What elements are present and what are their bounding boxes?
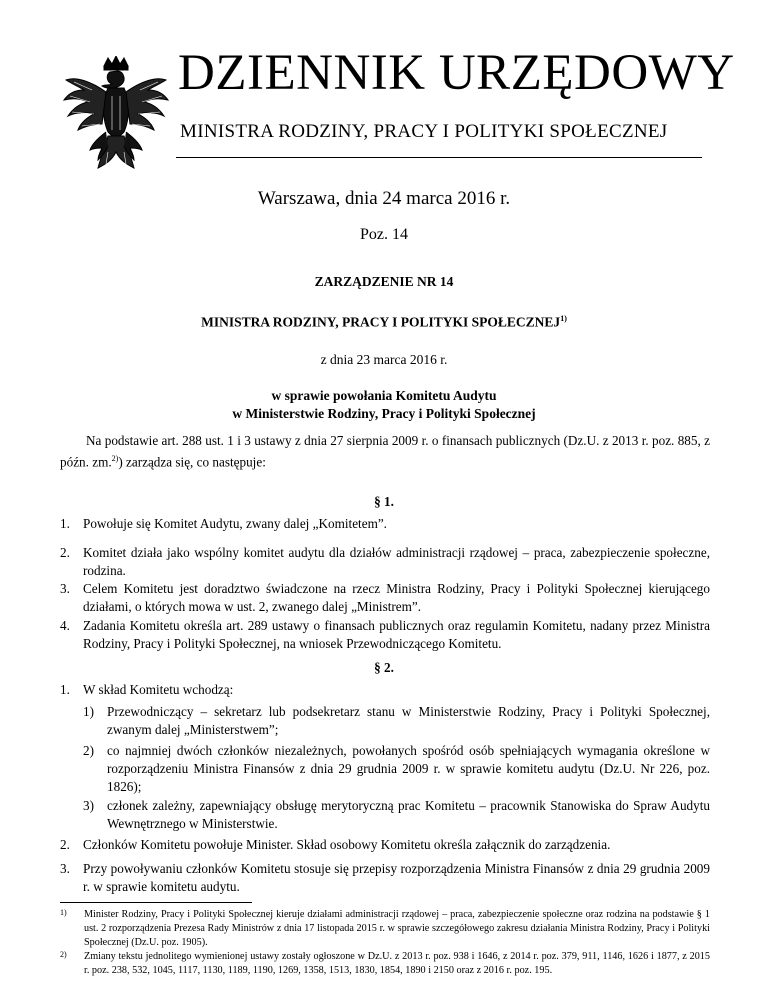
preamble-text-after: ) zarządza się, co następuje: <box>118 454 266 470</box>
item-text: Komitet działa jako wspólny komitet audytu dla działów administracji rządowej – praca, zabezpieczenie społeczne, rodzina. <box>83 545 710 578</box>
place-date: Warszawa, dnia 24 marca 2016 r. <box>257 188 511 209</box>
masthead-divider <box>176 157 702 158</box>
footnote-1 <box>60 908 710 950</box>
footnote-number: 2) <box>60 950 67 959</box>
item-number: 1. <box>60 682 70 697</box>
section-heading-2: § 2. <box>374 660 394 675</box>
section-2-subitem-3 <box>83 797 710 833</box>
section-2-item-3 <box>60 860 710 896</box>
item-text: Zadania Komitetu określa art. 289 ustawy o finansach publicznych oraz regulamin Komitetu, nadany przez Ministra Rodziny, Pracy i Polityki Społecznej, na wniosek Przewodniczącego Komitetu. <box>83 618 710 651</box>
section-1-item-1 <box>60 515 710 533</box>
preamble-text-before: Na podstawie art. 288 ust. 1 i 3 ustawy z dnia 27 sierpnia 2009 r. o finansach publicznych (Dz.U. z 2013 r. poz. 885, z późn. zm. <box>60 433 710 470</box>
section-2-item-1 <box>60 681 710 699</box>
subitem-text: co najmniej dwóch członków niezależnych, powołanych spośród osób spełniających wymagania określone w rozporządzeniu Ministra Finansów z dnia 29 grudnia 2009 r. w sprawie komitetu audytu (Dz.U. Nr 226, poz. 1826); <box>107 743 710 794</box>
footnote-text: Minister Rodziny, Pracy i Polityki Społecznej kieruje działami administracji rządowej – praca, zabezpieczenie społeczne oraz rodzina na podstawie § 1 ust. 2 rozporządzenia Prezesa Rady Ministrów z dnia 17 listopada 2015 r. w sprawie szczegółowego zakresu działania Ministra Rodziny, Pracy i Polityki Społecznej (Dz.U. poz. 1905). <box>84 909 710 948</box>
section-1-item-2 <box>60 544 710 580</box>
footnote-ref-2: 2) <box>111 454 119 463</box>
section-heading-1: § 1. <box>374 494 394 509</box>
item-number: 3. <box>60 581 70 596</box>
polish-eagle-icon <box>62 56 170 178</box>
subitem-number: 1) <box>83 704 94 719</box>
subitem-text: członek zależny, zapewniający obsługę merytoryczną prac Komitetu – pracownik Stanowiska do Spraw Audytu Wewnętrznego w Ministerstwie. <box>107 798 710 831</box>
item-text: W skład Komitetu wchodzą: <box>83 682 234 697</box>
section-2-subitem-2 <box>83 742 710 796</box>
section-1-item-4 <box>60 617 710 653</box>
act-subject-line-1: w sprawie powołania Komitetu Audytu <box>271 388 497 403</box>
act-subject-line-2: w Ministerstwie Rodziny, Pracy i Polityki Społecznej <box>232 406 536 421</box>
item-number: 3. <box>60 861 70 876</box>
item-text: Powołuje się Komitet Audytu, zwany dalej „Komitetem”. <box>83 516 387 531</box>
item-number: 2. <box>60 545 70 560</box>
act-date: z dnia 23 marca 2016 r. <box>320 352 448 367</box>
footnote-text: Zmiany tekstu jednolitego wymienionej ustawy zostały ogłoszone w Dz.U. z 2013 r. poz. 938 i 1646, z 2014 r. poz. 379, 911, 1146, 1626 i 1877, z 2015 r. poz. 238, 532, 1045, 1117, 1130, 1189, 1190, 1269, 1358, 1513, 1830, 1854, 1890 i 2150 oraz z 2016 r. poz. 195. <box>84 951 710 976</box>
subitem-number: 2) <box>83 743 94 758</box>
item-number: 2. <box>60 837 70 852</box>
footnote-divider <box>60 902 252 903</box>
masthead-subtitle: MINISTRA RODZINY, PRACY I POLITYKI SPOŁECZNEJ <box>180 121 668 142</box>
item-number: 4. <box>60 618 70 633</box>
act-issuer <box>0 314 768 331</box>
section-1-item-3 <box>60 580 710 616</box>
section-2-subitem-1 <box>83 703 710 739</box>
footnote-2 <box>60 950 710 978</box>
act-title: ZARZĄDZENIE NR 14 <box>314 274 454 289</box>
masthead-title: DZIENNIK URZĘDOWY <box>178 45 735 101</box>
item-text: Przy powoływaniu członków Komitetu stosuje się przepisy rozporządzenia Ministra Finansów z dnia 29 grudnia 2009 r. w sprawie komitetu audytu. <box>83 861 710 894</box>
footnote-number: 1) <box>60 908 67 917</box>
preamble <box>60 432 710 471</box>
act-issuer-text: MINISTRA RODZINY, PRACY I POLITYKI SPOŁECZNEJ <box>201 314 561 330</box>
item-number: 1. <box>60 516 70 531</box>
item-text: Celem Komitetu jest doradztwo świadczone na rzecz Ministra Rodziny, Pracy i Polityki Społecznej kierującego działami, o których mowa w ust. 2, zwanego dalej „Ministrem”. <box>83 581 710 614</box>
footnote-ref-1: 1) <box>560 314 567 323</box>
subitem-text: Przewodniczący – sekretarz lub podsekretarz stanu w Ministerstwie Rodziny, Pracy i Polityki Społecznej, zwanym dalej „Ministerstwem”; <box>107 704 710 737</box>
item-text: Członków Komitetu powołuje Minister. Skład osobowy Komitetu określa załącznik do zarządzenia. <box>83 837 611 852</box>
subitem-number: 3) <box>83 798 94 813</box>
position-number: Poz. 14 <box>360 226 408 243</box>
section-2-item-2 <box>60 836 710 854</box>
